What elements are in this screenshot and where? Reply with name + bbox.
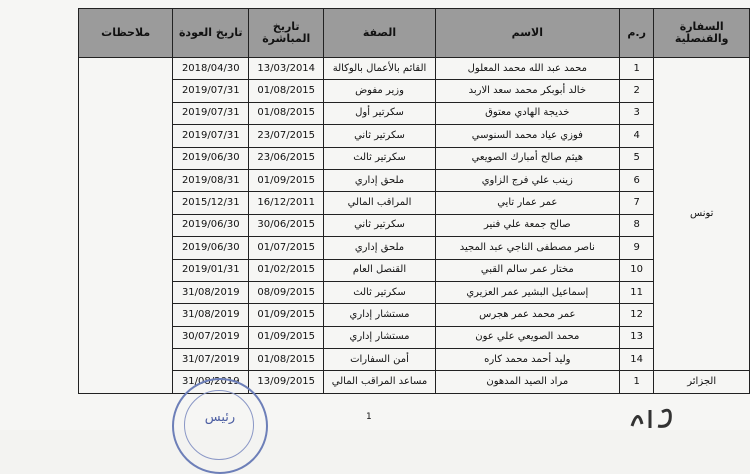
name-cell: وليد أحمد محمد كاره: [435, 349, 619, 371]
table-row: [79, 237, 750, 259]
title-cell: المراقب المالي: [324, 192, 436, 214]
header-start-date: تاريخ المباشرة: [249, 9, 324, 58]
stamp-text: رئيس: [204, 410, 236, 425]
table-row: [79, 80, 750, 102]
table-row: [79, 304, 750, 326]
return-date-cell: 2019/06/30: [173, 237, 249, 259]
start-date-cell: 30/06/2015: [249, 214, 324, 236]
number-cell: 12: [619, 304, 654, 326]
page-number: 1: [366, 412, 372, 422]
name-cell: مختار عمر سالم القبي: [435, 259, 619, 281]
title-cell: القنصل العام: [324, 259, 436, 281]
name-cell: محمد عبد الله محمد المعلول: [435, 58, 619, 80]
embassy-group-algeria: الجزائر: [654, 371, 750, 393]
number-cell: 9: [619, 237, 654, 259]
header-title: الصفة: [324, 9, 436, 58]
return-date-cell: 2019/08/31: [173, 169, 249, 191]
start-date-cell: 01/09/2015: [249, 326, 324, 348]
return-date-cell: 31/08/2019: [173, 371, 249, 393]
title-cell: ملحق إداري: [324, 169, 436, 191]
return-date-cell: 31/08/2019: [173, 304, 249, 326]
name-cell: صالح جمعة علي فنير: [435, 214, 619, 236]
start-date-cell: 01/02/2015: [249, 259, 324, 281]
start-date-cell: 23/06/2015: [249, 147, 324, 169]
number-cell: 7: [619, 192, 654, 214]
start-date-cell: 01/08/2015: [249, 102, 324, 124]
number-cell: 11: [619, 281, 654, 303]
return-date-cell: 2019/07/31: [173, 125, 249, 147]
table-row: [79, 259, 750, 281]
title-cell: مستشار إداري: [324, 304, 436, 326]
number-cell: 1: [619, 371, 654, 393]
table-row: [79, 192, 750, 214]
table-row: [79, 125, 750, 147]
start-date-cell: 23/07/2015: [249, 125, 324, 147]
start-date-cell: 01/07/2015: [249, 237, 324, 259]
return-date-cell: 31/07/2019: [173, 349, 249, 371]
start-date-cell: 13/03/2014: [249, 58, 324, 80]
header-notes: ملاحظات: [79, 9, 173, 58]
return-date-cell: 2019/06/30: [173, 214, 249, 236]
table-header-row: [79, 9, 750, 58]
table-row: [79, 326, 750, 348]
staff-table: [78, 8, 750, 394]
name-cell: عمر محمد عمر هجرس: [435, 304, 619, 326]
number-cell: 5: [619, 147, 654, 169]
number-cell: 1: [619, 58, 654, 80]
table-row: [79, 281, 750, 303]
handwritten-mark: [628, 404, 688, 430]
title-cell: سكرتير ثاني: [324, 125, 436, 147]
return-date-cell: 2015/12/31: [173, 192, 249, 214]
title-cell: سكرتير ثاني: [324, 214, 436, 236]
return-date-cell: 2019/07/31: [173, 102, 249, 124]
title-cell: القائم بالأعمال بالوكالة: [324, 58, 436, 80]
name-cell: عمر عمار تايي: [435, 192, 619, 214]
name-cell: مراد الصيد المدهون: [435, 371, 619, 393]
return-date-cell: 2019/07/31: [173, 80, 249, 102]
table-row: [79, 169, 750, 191]
number-cell: 4: [619, 125, 654, 147]
title-cell: سكرتير ثالث: [324, 281, 436, 303]
start-date-cell: 01/08/2015: [249, 349, 324, 371]
name-cell: زينب علي فرج الزاوي: [435, 169, 619, 191]
start-date-cell: 01/09/2015: [249, 304, 324, 326]
name-cell: محمد الصويعي علي عون: [435, 326, 619, 348]
start-date-cell: 08/09/2015: [249, 281, 324, 303]
title-cell: سكرتير أول: [324, 102, 436, 124]
stamp-inner-ring: [184, 390, 254, 460]
number-cell: 8: [619, 214, 654, 236]
name-cell: فوزي عياد محمد السنوسي: [435, 125, 619, 147]
title-cell: مساعد المراقب المالي: [324, 371, 436, 393]
number-cell: 2: [619, 80, 654, 102]
table-row: [79, 58, 750, 80]
title-cell: أمن السفارات: [324, 349, 436, 371]
name-cell: إسماعيل البشير عمر العزيري: [435, 281, 619, 303]
number-cell: 13: [619, 326, 654, 348]
table-row: [79, 214, 750, 236]
start-date-cell: 01/09/2015: [249, 169, 324, 191]
start-date-cell: 01/08/2015: [249, 80, 324, 102]
table-row: [79, 147, 750, 169]
number-cell: 3: [619, 102, 654, 124]
return-date-cell: 31/08/2019: [173, 281, 249, 303]
table-row: [79, 349, 750, 371]
header-return-date: تاريخ العودة: [173, 9, 249, 58]
start-date-cell: 13/09/2015: [249, 371, 324, 393]
title-cell: وزير مفوض: [324, 80, 436, 102]
return-date-cell: 2019/06/30: [173, 147, 249, 169]
return-date-cell: 2019/01/31: [173, 259, 249, 281]
number-cell: 10: [619, 259, 654, 281]
return-date-cell: 30/07/2019: [173, 326, 249, 348]
name-cell: ناصر مصطفى الناجي عبد المجيد: [435, 237, 619, 259]
name-cell: خالد أبوبكر محمد سعد الاربد: [435, 80, 619, 102]
table-row: [79, 371, 750, 393]
number-cell: 14: [619, 349, 654, 371]
embassy-group-tunisia: تونس: [654, 58, 750, 371]
header-number: ر.م: [619, 9, 654, 58]
start-date-cell: 16/12/2011: [249, 192, 324, 214]
name-cell: هيثم صالح أمبارك الصويعي: [435, 147, 619, 169]
header-embassy: السفارة والقنصلية: [654, 9, 750, 58]
official-stamp: [172, 378, 268, 474]
header-name: الاسم: [435, 9, 619, 58]
table-row: [79, 102, 750, 124]
title-cell: سكرتير ثالث: [324, 147, 436, 169]
title-cell: مستشار إداري: [324, 326, 436, 348]
return-date-cell: 2018/04/30: [173, 58, 249, 80]
name-cell: خديجة الهادي معتوق: [435, 102, 619, 124]
notes-cell: [79, 58, 173, 394]
title-cell: ملحق إداري: [324, 237, 436, 259]
number-cell: 6: [619, 169, 654, 191]
